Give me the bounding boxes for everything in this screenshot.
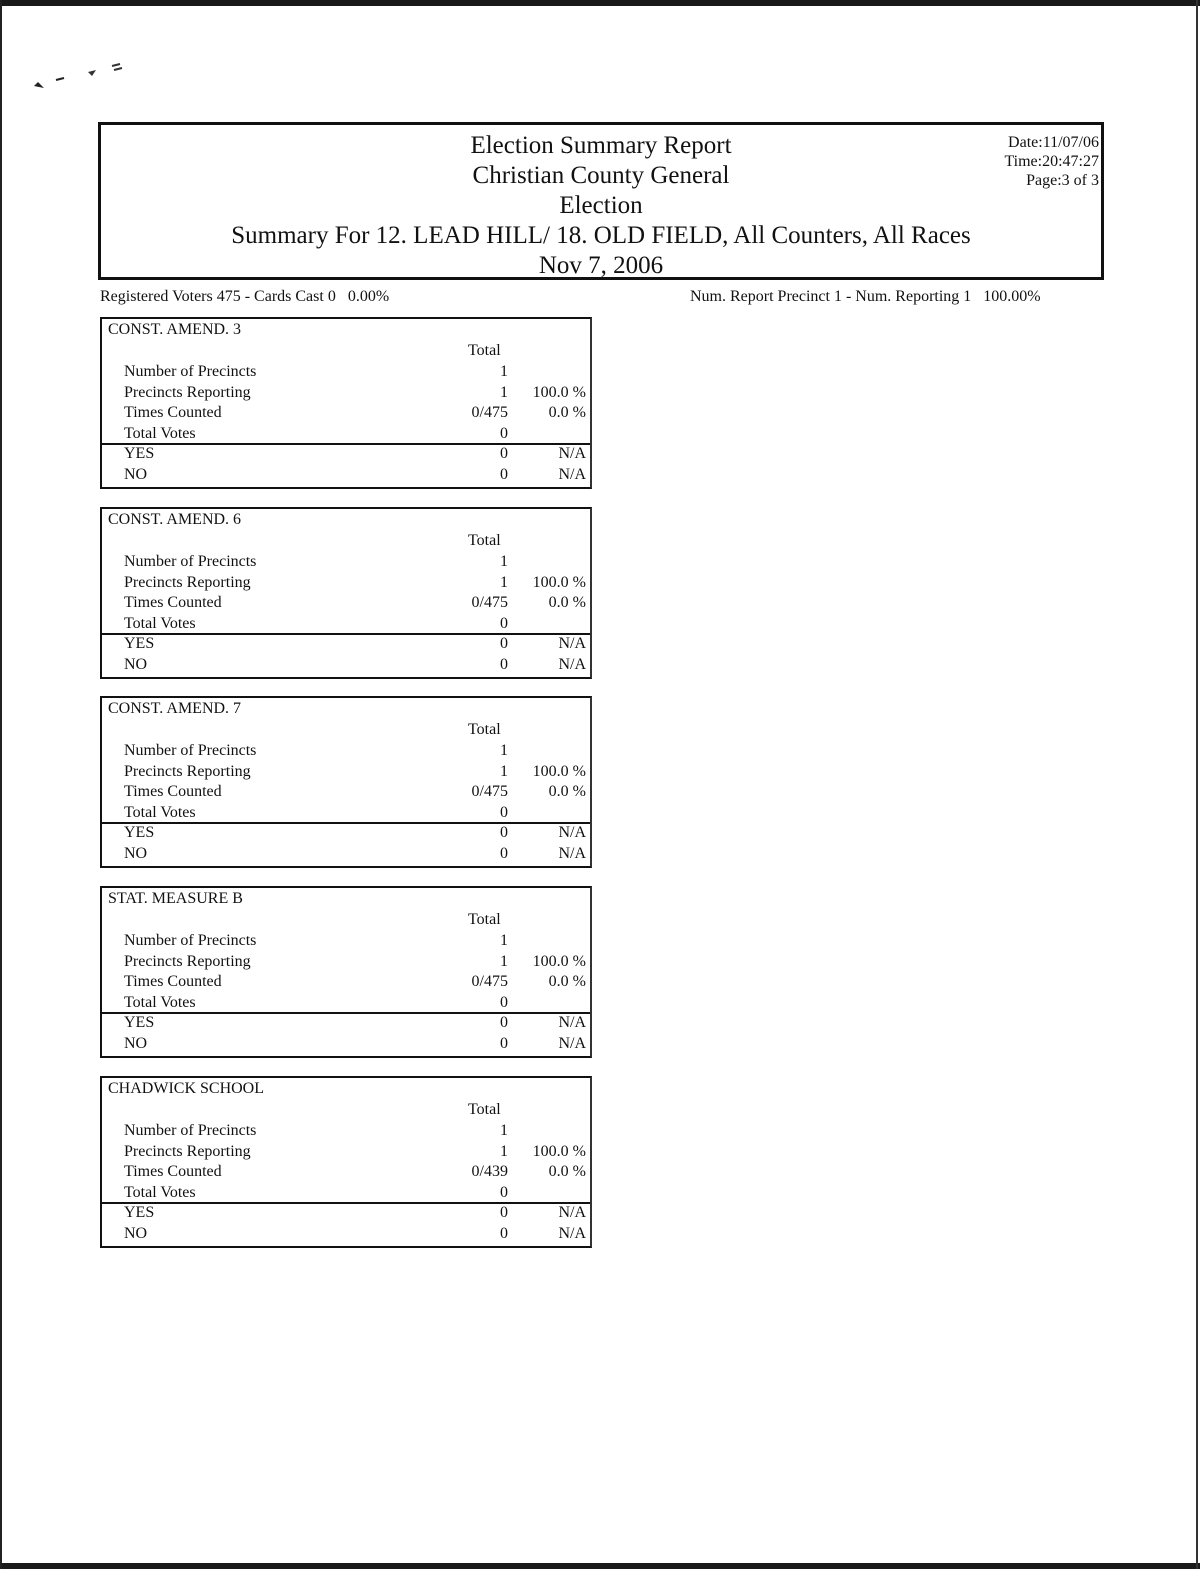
election-date: Nov 7, 2006 [538, 252, 664, 279]
header-meta [1004, 133, 1099, 190]
choice-label: YES [124, 1014, 155, 1031]
choice-label: NO [124, 844, 148, 862]
total-column-header: Total [468, 911, 501, 928]
stat-value: 1 [500, 553, 508, 570]
choice-row [102, 1203, 590, 1223]
choice-row [102, 444, 590, 464]
choice-votes: 0 [500, 1224, 508, 1242]
race-title: CONST. AMEND. 6 [108, 511, 242, 528]
report-header [98, 122, 1104, 280]
choice-percent: N/A [558, 1014, 586, 1031]
stat-row [102, 931, 590, 951]
summary-for-line: Summary For 12. LEAD HILL/ 18. OLD FIELD, All Counters, All Races [231, 222, 971, 249]
stat-value: 1 [500, 932, 508, 949]
stat-label: Times Counted [124, 973, 222, 990]
stat-label: Times Counted [124, 404, 222, 421]
stat-row [102, 762, 590, 782]
stat-label: Number of Precincts [124, 932, 257, 949]
stat-value: 1 [500, 573, 508, 591]
race-box [100, 507, 592, 679]
stat-value: 1 [500, 1122, 508, 1139]
stat-row [102, 403, 590, 423]
stat-value: 0 [500, 614, 508, 632]
choice-row [102, 823, 590, 843]
stat-percent: 0.0 % [548, 594, 586, 611]
stat-row [102, 1162, 590, 1182]
stat-row [102, 972, 590, 992]
stat-label: Precincts Reporting [124, 762, 251, 780]
stat-row [102, 552, 590, 572]
choice-percent: N/A [558, 465, 586, 483]
stat-value: 0 [500, 424, 508, 442]
report-title: Election Summary Report [470, 132, 732, 159]
stat-value: 0/475 [471, 594, 508, 611]
choice-row [102, 465, 590, 485]
scan-edge-bottom [0, 1563, 1200, 1569]
stat-value: 1 [500, 742, 508, 759]
choice-label: YES [124, 1204, 155, 1221]
stat-row [102, 803, 590, 823]
choice-votes: 0 [500, 1014, 508, 1031]
stat-label: Number of Precincts [124, 553, 257, 570]
stat-percent: 100.0 % [532, 1142, 586, 1160]
choice-percent: N/A [558, 445, 586, 462]
choice-percent: N/A [558, 1224, 586, 1242]
scan-specks [30, 58, 130, 98]
stat-label: Times Counted [124, 1163, 222, 1180]
choice-votes: 0 [500, 844, 508, 862]
scan-edge-top [0, 0, 1200, 6]
stat-percent: 0.0 % [548, 1163, 586, 1180]
stat-row [102, 362, 590, 382]
stat-row [102, 383, 590, 403]
choice-votes: 0 [500, 465, 508, 483]
total-column-header: Total [468, 532, 501, 549]
choice-row [102, 634, 590, 654]
choice-label: YES [124, 445, 155, 462]
race-box [100, 886, 592, 1058]
choice-percent: N/A [558, 655, 586, 673]
stat-label: Total Votes [124, 803, 196, 821]
report-time: Time:20:47:27 [1004, 153, 1099, 170]
stat-percent: 0.0 % [548, 783, 586, 800]
stat-row [102, 1142, 590, 1162]
stat-row [102, 614, 590, 634]
scan-edge-left [0, 0, 2, 1569]
stat-value: 0/475 [471, 783, 508, 800]
stat-row [102, 573, 590, 593]
race-title: STAT. MEASURE B [108, 890, 243, 907]
choice-label: NO [124, 1224, 148, 1242]
report-subtitle: Christian County General [472, 162, 730, 189]
stat-value: 0 [500, 993, 508, 1011]
stat-label: Times Counted [124, 594, 222, 611]
stat-value: 1 [500, 952, 508, 970]
choice-votes: 0 [500, 824, 508, 841]
race-title: CONST. AMEND. 7 [108, 700, 242, 717]
stat-percent: 100.0 % [532, 573, 586, 591]
stat-row [102, 741, 590, 761]
page-number: Page:3 of 3 [1026, 172, 1099, 189]
choice-label: NO [124, 465, 148, 483]
stat-label: Total Votes [124, 614, 196, 632]
stat-label: Precincts Reporting [124, 383, 251, 401]
choice-votes: 0 [500, 655, 508, 673]
choice-percent: N/A [558, 1034, 586, 1052]
choice-row [102, 1224, 590, 1244]
choice-row [102, 844, 590, 864]
race-title: CONST. AMEND. 3 [108, 321, 242, 338]
stat-value: 1 [500, 1142, 508, 1160]
total-column-header: Total [468, 1101, 501, 1118]
stat-percent: 0.0 % [548, 404, 586, 421]
choice-label: NO [124, 1034, 148, 1052]
choice-row [102, 1013, 590, 1033]
stat-percent: 100.0 % [532, 383, 586, 401]
race-box [100, 696, 592, 868]
total-column-header: Total [468, 721, 501, 738]
stat-label: Precincts Reporting [124, 1142, 251, 1160]
stat-value: 1 [500, 762, 508, 780]
stat-label: Total Votes [124, 424, 196, 442]
stat-row [102, 593, 590, 613]
choice-label: NO [124, 655, 148, 673]
stat-value: 1 [500, 383, 508, 401]
stat-value: 0/439 [471, 1163, 508, 1180]
registered-voters-summary: Registered Voters 475 - Cards Cast 0 0.00% [100, 288, 390, 305]
stat-row [102, 1121, 590, 1141]
choice-label: YES [124, 635, 155, 652]
stat-percent: 0.0 % [548, 973, 586, 990]
stat-value: 1 [500, 363, 508, 380]
stat-row [102, 952, 590, 972]
choice-votes: 0 [500, 1034, 508, 1052]
choice-votes: 0 [500, 445, 508, 462]
stat-label: Precincts Reporting [124, 952, 251, 970]
stat-value: 0 [500, 803, 508, 821]
choice-votes: 0 [500, 635, 508, 652]
stat-label: Number of Precincts [124, 1122, 257, 1139]
stat-label: Times Counted [124, 783, 222, 800]
race-box [100, 317, 592, 489]
scan-edge-right [1196, 0, 1198, 1569]
stat-row [102, 782, 590, 802]
choice-row [102, 655, 590, 675]
choice-percent: N/A [558, 844, 586, 862]
stat-value: 0 [500, 1183, 508, 1201]
total-column-header: Total [468, 342, 501, 359]
report-subtitle-2: Election [559, 192, 643, 219]
stat-value: 0/475 [471, 404, 508, 421]
header-title-block [101, 131, 1101, 281]
choice-percent: N/A [558, 1204, 586, 1221]
stat-row [102, 1183, 590, 1203]
race-title: CHADWICK SCHOOL [108, 1080, 264, 1097]
stat-percent: 100.0 % [532, 952, 586, 970]
stat-row [102, 993, 590, 1013]
stat-label: Total Votes [124, 993, 196, 1011]
choice-percent: N/A [558, 635, 586, 652]
stat-value: 0/475 [471, 973, 508, 990]
report-date: Date:11/07/06 [1008, 134, 1099, 151]
stat-row [102, 424, 590, 444]
stat-percent: 100.0 % [532, 762, 586, 780]
stat-label: Number of Precincts [124, 742, 257, 759]
choice-votes: 0 [500, 1204, 508, 1221]
choice-percent: N/A [558, 824, 586, 841]
race-box [100, 1076, 592, 1248]
precinct-reporting-summary: Num. Report Precinct 1 - Num. Reporting 1 100.00% [690, 288, 1041, 305]
stat-label: Total Votes [124, 1183, 196, 1201]
choice-row [102, 1034, 590, 1054]
choice-label: YES [124, 824, 155, 841]
stat-label: Number of Precincts [124, 363, 257, 380]
stat-label: Precincts Reporting [124, 573, 251, 591]
